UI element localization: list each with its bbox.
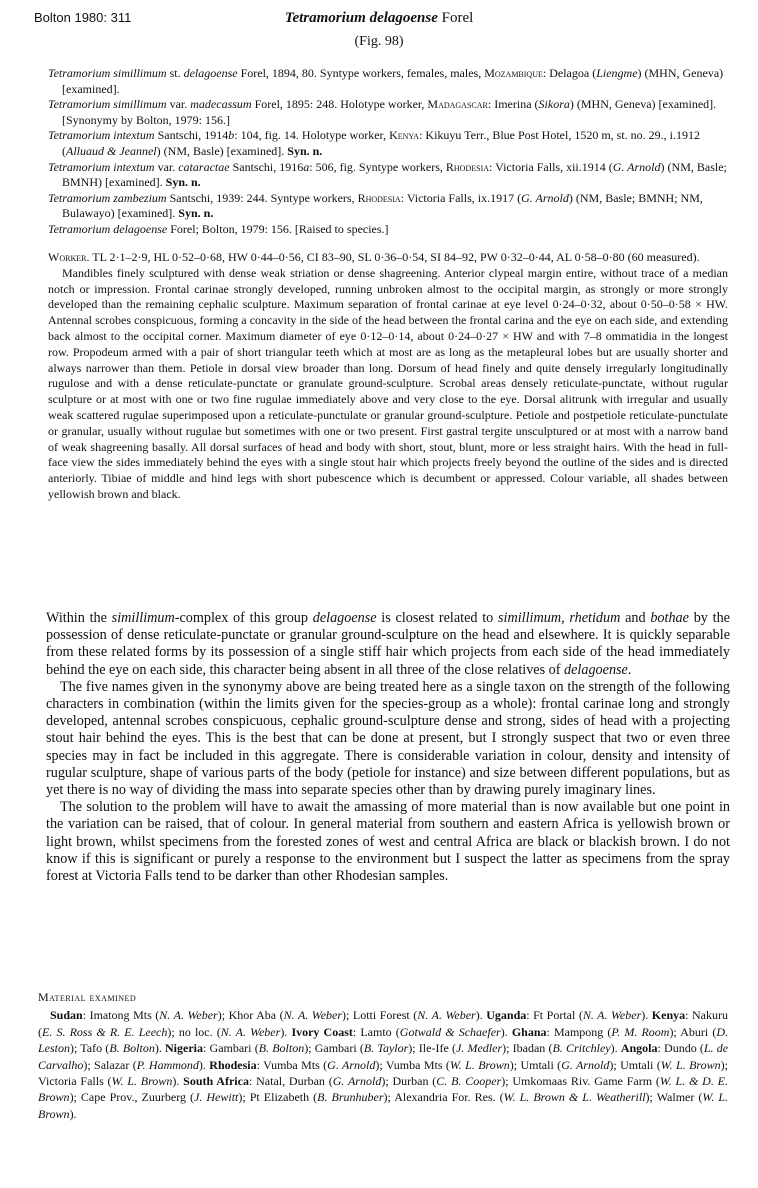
discussion-paragraph: Within the simillimum-complex of this group delagoense is closest related to simillimum, rhetidum and bothae by the possession of dense reticulate-punctate or granular ground-sculpture on the head and elsewhere. It is quickly separable from these related forms by its possession of a single stiff hair which projects from each side of the head immediately behind the eye on each side, this character being absent in all three of the close relatives of delagoense. <box>46 610 730 678</box>
synonymy-entry: Tetramorium zambezium Santschi, 1939: 244. Syntype workers, Rhodesia: Victoria Falls, ix.1917 (G. Arnold) (NM, Basle; BMNH; NM, Bulawayo) [examined]. Syn. n. <box>48 190 703 221</box>
synonymy-entry: Tetramorium delagoense Forel; Bolton, 1979: 156. [Raised to species.] <box>48 221 389 236</box>
species-title <box>0 10 758 27</box>
synonymy-list <box>48 66 728 238</box>
discussion-paragraph: The five names given in the synonymy above are being treated here as a single taxon on the strength of the following characters in combination (within the limits given for the species-group as a whole): frontal carinae long and strongly developed, antennal scrobes conspicuous, cephalic ground-sculpture dense and strong, sides of head with a projecting stout hair behind the eyes. This is the best that can be done at present, but I strongly suspect that two or even three species may in fact be included in this aggregate. There is considerable variation in colour, density and intensity of rugular sculpture, shape of various parts of the body (petiole for instance) and size between different populations, but as yet there is no way of dividing the mass into separate species other than by drawing purely imaginary lines. <box>46 678 730 799</box>
synonymy-entry: Tetramorium simillimum var. madecassum Forel, 1895: 248. Holotype worker, Madagascar: Imerina (Sikora) (MHN, Geneva) [examined]. [Synonymy by Bolton, 1979: 156.] <box>48 97 717 127</box>
worker-section <box>48 250 728 503</box>
synonymy-entry: Tetramorium intextum Santschi, 1914b: 104, fig. 14. Holotype worker, Kenya: Kikuyu Terr., Blue Post Hotel, 1520 m, st. no. 29., i.1912 (Alluaud & Jeannel) (NM, Basle) [examined]. Syn. n. <box>48 128 701 158</box>
synonymy-entry: Tetramorium intextum var. cataractae Santschi, 1916a: 506, fig. Syntype workers, Rhodesia: Victoria Falls, xii.1914 (G. Arnold) (NM, Basle; BMNH) [examined]. Syn. n. <box>48 159 727 190</box>
figure-reference: (Fig. 98) <box>354 34 404 49</box>
synonymy-entry: Tetramorium simillimum st. delagoense Forel, 1894, 80. Syntype workers, females, males, Mozambique: Delagoa (Liengme) (MHN, Geneva) [examined]. <box>48 66 724 96</box>
material-list: Sudan: Imatong Mts (N. A. Weber); Khor Aba (N. A. Weber); Lotti Forest (N. A. Weber). Uganda: Ft Portal (N. A. Weber). Kenya: Nakuru (E. S. Ross & R. E. Leech); no loc. (N. A. Weber). Ivory Coast: Lamto (Gotwald & Schaefer). Ghana: Mampong (P. M. Room); Aburi (D. Leston); Tafo (B. Bolton). Nigeria: Gambari (B. Bolton); Gambari (B. Taylor); Ile-Ife (J. Medler); Ibadan (B. Critchley). Angola: Dundo (L. de Carvalho); Salazar (P. Hammond). Rhodesia: Vumba Mts (G. Arnold); Vumba Mts (W. L. Brown); Umtali (G. Arnold); Umtali (W. L. Brown); Victoria Falls (W. L. Brown). South Africa: Natal, Durban (G. Arnold); Durban (C. B. Cooper); Umkomaas Riv. Game Farm (W. L. & D. E. Brown); Cape Prov., Zuurberg (J. Hewitt); Pt Elizabeth (B. Brunhuber); Alexandria For. Res. (W. L. Brown & L. Weatherill); Walmer (W. L. Brown). <box>38 1008 729 1121</box>
species-name: Tetramorium delagoense <box>284 10 438 26</box>
species-author: Forel <box>441 10 474 26</box>
worker-measurements: Worker. TL 2·1–2·9, HL 0·52–0·68, HW 0·44–0·56, CI 83–90, SL 0·36–0·54, SI 84–92, PW 0·32–0·44, AL 0·58–0·80 (60 measured). <box>48 250 700 264</box>
worker-description: Mandibles finely sculptured with dense weak striation or dense shagreening. Anterior clypeal margin entire, without trace of a median notch or impression. Frontal carinae strongly developed, running unbroken almost to the occipital margin, as strongly or more strongly developed than the remaining cephalic sculpture. Maximum separation of frontal carinae at eye level 0·24–0·32, about 0·50–0·58 × HW. Antennal scrobes conspicuous, forming a concavity in the side of the head between the frontal carina and the eye on each side, and extending back almost to the occipital corner. Maximum diameter of eye 0·12–0·14, about 0·24–0·27 × HW and with 7–8 ommatidia in the longest row. Propodeum armed with a pair of short triangular teeth which at most are as long as the metapleural lobes but are usually shorter and always narrower than them. Petiole in dorsal view broader than long. Dorsum of head finely and quite densely irregularly longitudinally rugulose and with a dense reticulate-punctate or granulate ground-sculpture. Scrobal areas densely reticulate-punctate, without rugular sculpture or at most with one or two fine rugulae immediately above and very close to the eye. Dorsal alitrunk with irregular and usually weak scattered rugulae superimposed upon a reticulate-punctulate or granular ground-sculpture. Petiole and postpetiole reticulate-punctulate or granular, usually without rugulae but sometimes with one or two present. First gastral tergite unsculptured or at most with a narrow band of weak shagreening basally. All dorsal surfaces of head and body with short, stout, blunt, more or less straight hairs. With the head in full-face view the sides immediately behind the eyes with a single stout hair which projects freely beyond the outline of the sides and is directed anteriorly. Tibiae of middle and hind legs with short pubescence which is decumbent or appressed. Colour variable, all shades between yellowish brown and black. <box>48 265 728 501</box>
discussion-section <box>46 610 730 885</box>
discussion-paragraph: The solution to the problem will have to await the amassing of more material than is now available but one point in the variation can be raised, that of colour. In general material from southern and eastern Africa is yellowish brown or light brown, whilst specimens from the forested zones of west and central Africa are black or blackish brown. I do not know if this is significant or purely a response to the environment but I suspect the latter as specimens from the spray forest at Victoria Falls tend to be darker than other Rhodesian samples. <box>46 799 730 885</box>
material-examined-section <box>38 989 728 1122</box>
material-heading: Material examined <box>38 990 137 1004</box>
source-citation: Bolton 1980: 311 <box>34 10 132 25</box>
